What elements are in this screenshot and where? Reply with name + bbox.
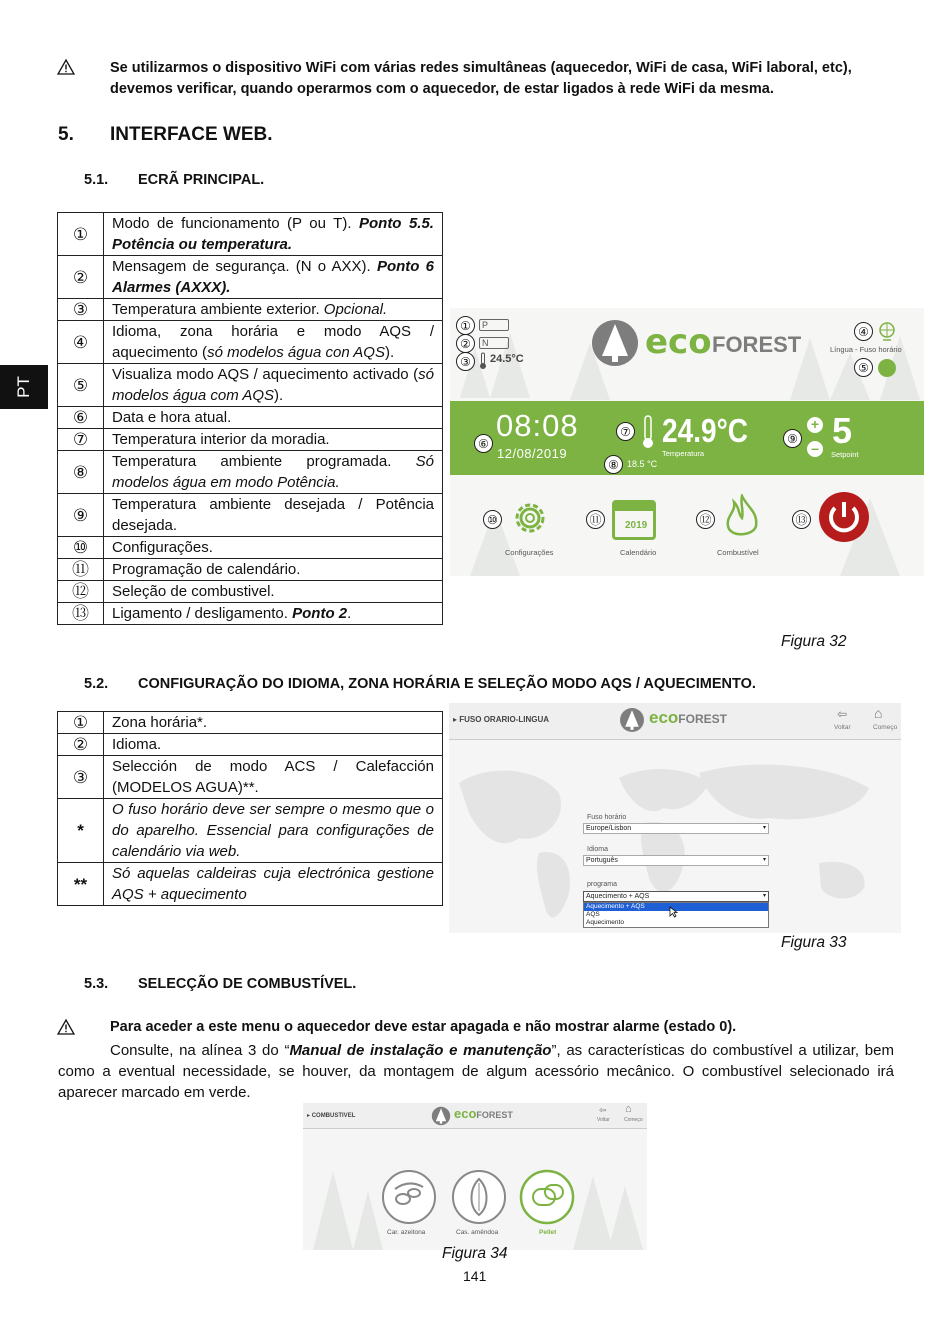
- olive-pit-fuel-icon[interactable]: [381, 1169, 437, 1225]
- manual-title: Manual de instalação e manutenção: [289, 1042, 552, 1059]
- subsection-title: SELECÇÃO DE COMBUSTÍVEL.: [138, 976, 357, 992]
- legend-text-part: O fuso horário deve ser sempre o mesmo que o do aparelho. Essencial para configurações de calendário via web.: [112, 801, 434, 860]
- legend-text-part: Mensagem de segurança. (N o AXX).: [112, 258, 377, 275]
- screen-title-text: COMBUSTIVEL: [311, 1113, 356, 1119]
- legend-text: [104, 799, 443, 863]
- time-display: 08:08: [496, 408, 579, 443]
- fuel-screen-screenshot: [303, 1103, 647, 1250]
- legend-text: [104, 603, 443, 625]
- fuel-warning: Para aceder a este menu o aquecedor deve estar apagada e não mostrar alarme (estado 0).: [110, 1019, 737, 1035]
- legend-number: ③: [58, 299, 104, 321]
- date-display: 12/08/2019: [497, 446, 568, 461]
- subsection-number: 5.1.: [84, 172, 109, 188]
- callout-6: ⑥: [474, 434, 493, 453]
- callout-8: ⑧: [604, 455, 623, 474]
- legend-text: [104, 494, 443, 537]
- screen-title: ▸ FUSO ORARIO-LINGUA: [453, 715, 550, 724]
- table-row: [58, 863, 443, 906]
- legend-text-part: ).: [384, 344, 395, 361]
- brand: [649, 708, 727, 728]
- chevron-down-icon: ▾: [762, 857, 766, 863]
- table-row: [58, 429, 443, 451]
- legend-number: ①: [58, 712, 104, 734]
- legend-text-part: Seleção de combustivel.: [112, 583, 275, 600]
- table-row: [58, 712, 443, 734]
- legend-text-part: só modelos água com AQS: [112, 366, 434, 404]
- legend-text-part: Data e hora atual.: [112, 409, 232, 426]
- legend-text-part: Visualiza modo AQS / aquecimento activado (: [112, 366, 419, 383]
- table-row: [58, 256, 443, 299]
- programmed-temp: 18.5 °C: [627, 459, 658, 469]
- legend-text: [104, 734, 443, 756]
- brand-forest: FOREST: [678, 712, 727, 726]
- legend-text-part: Idioma, zona horária e modo AQS / aquecimento (: [112, 323, 434, 361]
- legend-text: [104, 559, 443, 581]
- page-number: 141: [463, 1268, 487, 1284]
- section-title: INTERFACE WEB.: [110, 124, 273, 145]
- figure-32-caption: Figura 32: [781, 633, 847, 650]
- aqs-mode-icon: [878, 359, 896, 377]
- table-row: [58, 213, 443, 256]
- subsection-number: 5.3.: [84, 976, 109, 992]
- chevron-down-icon: ▾: [762, 825, 766, 831]
- timezone-value: Europe/Lisbon: [586, 825, 632, 832]
- language-label: Idioma: [587, 846, 609, 853]
- legend-text-part: Temperatura ambiente desejada / Potência desejada.: [112, 496, 434, 534]
- subsection-title: ECRÃ PRINCIPAL.: [138, 172, 265, 188]
- table-row: [58, 559, 443, 581]
- legend-text: [104, 581, 443, 603]
- legend-text: [104, 756, 443, 799]
- table-row: [58, 407, 443, 429]
- pellet-fuel-icon[interactable]: [519, 1169, 575, 1225]
- legend-reference: Ponto 5.5. Potência ou temperatura.: [112, 215, 434, 253]
- table-row: [58, 494, 443, 537]
- legend-number: ⑪: [58, 559, 104, 581]
- subsection-title: CONFIGURAÇÃO DO IDIOMA, ZONA HORÁRIA E SELEÇÃO MODO AQS / AQUECIMENTO.: [138, 676, 756, 692]
- legend-text-part: Ligamento / desligamento.: [112, 605, 293, 622]
- table-row: [58, 364, 443, 407]
- para-text: ”, as características do combustível a utilizar, bem como a eventual necessidade, se houver, da montagem de algum acessório mecânico. O combustível selecionado irá aparecer marcado em verde.: [58, 1042, 894, 1101]
- dropdown-option[interactable]: Aquecimento + AQS: [584, 903, 768, 911]
- table-row: [58, 321, 443, 364]
- legend-number: ③: [58, 756, 104, 799]
- callout-10: ⑩: [483, 510, 502, 529]
- language-select[interactable]: [583, 855, 769, 866]
- safety-indicator: N: [479, 337, 509, 349]
- brand-eco: eco: [645, 322, 712, 362]
- figure-33-caption: Figura 33: [781, 934, 847, 951]
- table-row: [58, 603, 443, 625]
- legend-text: [104, 256, 443, 299]
- callout-12: ⑫: [696, 510, 715, 529]
- legend-table-language-screen: [57, 711, 443, 906]
- back-button[interactable]: Voltar: [834, 724, 851, 731]
- table-row: [58, 799, 443, 863]
- legend-text-part: Zona horária*.: [112, 714, 208, 731]
- power-icon[interactable]: [818, 491, 870, 543]
- warning-icon: [57, 59, 75, 75]
- warning-icon: [57, 1019, 75, 1035]
- table-row: [58, 734, 443, 756]
- legend-number: ⑨: [58, 494, 104, 537]
- callout-7: ⑦: [616, 422, 635, 441]
- timezone-select[interactable]: [583, 823, 769, 834]
- home-icon[interactable]: ⌂: [625, 1103, 632, 1115]
- subsection-number: 5.2.: [84, 676, 109, 692]
- legend-number: ②: [58, 256, 104, 299]
- table-row: [58, 299, 443, 321]
- legend-text: [104, 712, 443, 734]
- chevron-down-icon: ▾: [762, 893, 766, 899]
- legend-text-part: Temperatura ambiente exterior.: [112, 301, 324, 318]
- ecoforest-logo-icon: [619, 707, 645, 733]
- callout-13: ⑬: [792, 510, 811, 529]
- brand-eco: eco: [649, 708, 679, 727]
- home-button[interactable]: Começo: [624, 1117, 643, 1123]
- figure-34-caption: Figura 34: [442, 1245, 508, 1262]
- language-label: Língua - Fuso horário: [830, 345, 902, 354]
- legend-table-main-screen: [57, 212, 443, 625]
- legend-text-part: Configurações.: [112, 539, 213, 556]
- flame-icon[interactable]: [722, 494, 762, 540]
- legend-number: ④: [58, 321, 104, 364]
- dropdown-option[interactable]: AQS: [586, 911, 600, 918]
- legend-text-part: Opcional.: [323, 301, 388, 318]
- mode-indicator: P: [479, 319, 509, 331]
- main-screen-screenshot: [450, 308, 924, 576]
- setpoint-label: Setpoint: [831, 450, 859, 459]
- legend-number: ⑤: [58, 364, 104, 407]
- back-arrow-icon[interactable]: ⇦: [837, 707, 848, 721]
- cursor-icon: [669, 906, 678, 918]
- table-row: [58, 451, 443, 494]
- calendar-icon[interactable]: [612, 500, 656, 540]
- minus-icon[interactable]: –: [807, 441, 823, 457]
- settings-label: Configurações: [505, 548, 554, 557]
- legend-number: ⑫: [58, 581, 104, 603]
- legend-text: [104, 863, 443, 906]
- ecoforest-logo-icon: [590, 318, 640, 368]
- calendar-label: Calendário: [620, 548, 657, 557]
- temp-label: Temperatura: [662, 449, 705, 458]
- setpoint-value: 5: [832, 410, 853, 451]
- legend-text: [104, 429, 443, 451]
- legend-text-part: Só aquelas caldeiras cuja electrónica gestione AQS + aquecimento: [112, 865, 434, 903]
- legend-text: [104, 407, 443, 429]
- screen-title-text: FUSO ORARIO-LINGUA: [459, 715, 550, 724]
- legend-number: ⑥: [58, 407, 104, 429]
- legend-text: [104, 537, 443, 559]
- brand: [454, 1106, 513, 1121]
- thermometer-large-icon: [640, 414, 656, 450]
- callout-5: ⑤: [854, 358, 873, 377]
- exterior-temp: 24.5°C: [490, 353, 524, 365]
- legend-text: [104, 299, 443, 321]
- legend-number: ②: [58, 734, 104, 756]
- table-row: [58, 537, 443, 559]
- legend-number: ⑧: [58, 451, 104, 494]
- legend-text-part: ).: [274, 387, 284, 404]
- fuel-label: Combustível: [717, 548, 759, 557]
- fuel-option-label: Car. azeitona: [387, 1229, 426, 1236]
- fuel-option-label: Cas. amêndoa: [456, 1229, 499, 1236]
- callout-2: ②: [456, 334, 475, 353]
- legend-text: [104, 321, 443, 364]
- ecoforest-logo-icon: [431, 1106, 451, 1126]
- globe-icon[interactable]: [878, 321, 896, 341]
- program-select[interactable]: [583, 891, 769, 902]
- fuel-paragraph: [58, 1040, 894, 1103]
- callout-11: ⑪: [586, 510, 605, 529]
- legend-text-part: .: [347, 605, 352, 622]
- almond-shell-fuel-icon[interactable]: [451, 1169, 507, 1225]
- legend-text: [104, 364, 443, 407]
- legend-number: **: [58, 863, 104, 906]
- legend-text-part: Temperatura ambiente programada.: [112, 453, 416, 470]
- brand-forest: FOREST: [712, 332, 802, 357]
- legend-reference: Ponto 2: [292, 605, 348, 622]
- thermometer-icon: [479, 352, 487, 370]
- settings-gear-icon[interactable]: [508, 496, 552, 540]
- intro-warning: Se utilizarmos o dispositivo WiFi com várias redes simultâneas (aquecedor, WiFi de casa, WiFi laboral, etc), devemos verificar, quando operarmos com o aquecedor, de estar ligados à rede WiFi da mesma.: [110, 60, 852, 97]
- fuel-option-label: Pellet: [539, 1229, 557, 1236]
- back-arrow-icon[interactable]: ⇦: [599, 1105, 607, 1115]
- plus-icon[interactable]: +: [807, 417, 823, 433]
- language-tab-label: PT: [13, 376, 33, 398]
- legend-number: *: [58, 799, 104, 863]
- home-icon[interactable]: ⌂: [874, 705, 883, 721]
- language-tab: [0, 365, 48, 409]
- language-screen-screenshot: [449, 703, 901, 933]
- callout-1: ①: [456, 316, 475, 335]
- legend-number: ⑩: [58, 537, 104, 559]
- table-row: [58, 581, 443, 603]
- legend-reference: Ponto 6 Alarmes (AXXX).: [112, 258, 434, 296]
- legend-text-part: Temperatura interior da moradia.: [112, 431, 330, 448]
- calendar-year: 2019: [625, 520, 648, 531]
- back-button[interactable]: Voltar: [597, 1117, 610, 1123]
- interior-temp: 24.9°C: [662, 412, 749, 449]
- legend-text-part: Idioma.: [112, 736, 162, 753]
- brand-eco: eco: [454, 1106, 477, 1121]
- legend-text-part: Modo de funcionamento (P ou T).: [112, 215, 359, 232]
- section-number: 5.: [58, 124, 74, 145]
- legend-number: ⑦: [58, 429, 104, 451]
- callout-9: ⑨: [783, 429, 802, 448]
- table-row: [58, 756, 443, 799]
- legend-text-part: Selección de modo ACS / Calefacción (MODELOS AGUA)**.: [112, 758, 434, 796]
- para-text: Consulte, na alínea 3 do “: [110, 1042, 290, 1059]
- language-value: Português: [586, 857, 618, 864]
- callout-3: ③: [456, 352, 475, 371]
- home-button[interactable]: Começo: [873, 724, 898, 731]
- timezone-label: Fuso horário: [587, 814, 627, 821]
- dropdown-option[interactable]: Aquecimento: [586, 919, 624, 926]
- legend-text: [104, 451, 443, 494]
- program-value: Aquecimento + AQS: [586, 893, 650, 900]
- legend-number: ①: [58, 213, 104, 256]
- legend-number: ⑬: [58, 603, 104, 625]
- program-label: programa: [587, 881, 617, 888]
- legend-text-part: Só modelos água em modo Potência.: [112, 453, 434, 491]
- brand-forest: FOREST: [476, 1110, 513, 1120]
- legend-text-part: Programação de calendário.: [112, 561, 301, 578]
- callout-4: ④: [854, 322, 873, 341]
- screen-title: ▸ COMBUSTIVEL: [307, 1113, 356, 1119]
- legend-text-part: só modelos água con AQS: [207, 344, 385, 361]
- legend-text: [104, 213, 443, 256]
